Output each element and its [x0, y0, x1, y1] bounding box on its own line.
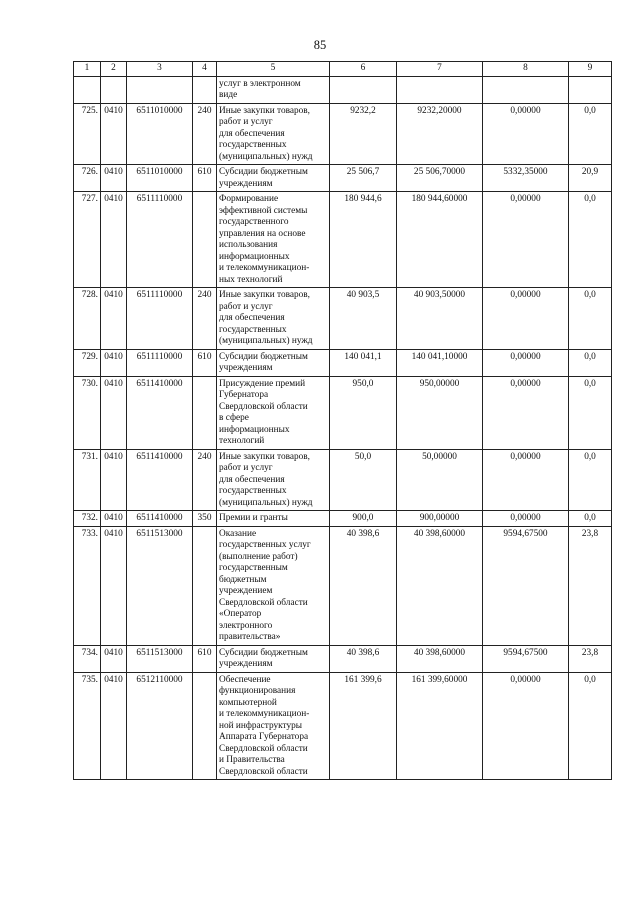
- target-code-cell: 6511010000: [127, 103, 193, 165]
- executed-amount-cell: 0,00000: [483, 449, 569, 511]
- target-code-cell: 6512110000: [127, 672, 193, 780]
- section-code-cell: 0410: [101, 449, 127, 511]
- percent-cell: 23,8: [569, 645, 612, 672]
- budget-table: [73, 61, 612, 780]
- percent-cell: [569, 76, 612, 103]
- section-code-cell: 0410: [101, 376, 127, 449]
- adjusted-amount-cell: 140 041,10000: [397, 349, 483, 376]
- section-code-cell: 0410: [101, 192, 127, 288]
- description-cell: Иные закупки товаров, работ и услуг для обеспечения государственных (муниципальных) нужд: [217, 449, 330, 511]
- page-number: 85: [313, 38, 327, 52]
- section-code-cell: 0410: [101, 511, 127, 527]
- column-header: 4: [193, 62, 217, 77]
- approved-amount-cell: [330, 76, 397, 103]
- description-cell: Обеспечение функционирования компьютерной и телекоммуникацион- ной инфраструктуры Аппарата Губернатора Свердловской области и Правительства Свердловской области: [217, 672, 330, 780]
- target-code-cell: 6511410000: [127, 511, 193, 527]
- table-row: [74, 192, 612, 288]
- approved-amount-cell: 9232,2: [330, 103, 397, 165]
- row-number-cell: 734.: [74, 645, 101, 672]
- approved-amount-cell: 50,0: [330, 449, 397, 511]
- percent-cell: 0,0: [569, 103, 612, 165]
- adjusted-amount-cell: [397, 76, 483, 103]
- expense-type-cell: [193, 672, 217, 780]
- approved-amount-cell: 161 399,6: [330, 672, 397, 780]
- row-number-cell: 730.: [74, 376, 101, 449]
- description-cell: Субсидии бюджетным учреждениям: [217, 165, 330, 192]
- section-code-cell: 0410: [101, 103, 127, 165]
- expense-type-cell: [193, 192, 217, 288]
- approved-amount-cell: 180 944,6: [330, 192, 397, 288]
- percent-cell: 0,0: [569, 672, 612, 780]
- expense-type-cell: [193, 526, 217, 645]
- approved-amount-cell: 40 398,6: [330, 645, 397, 672]
- expense-type-cell: 610: [193, 645, 217, 672]
- row-number-cell: 733.: [74, 526, 101, 645]
- adjusted-amount-cell: 40 903,50000: [397, 288, 483, 350]
- table-row: [74, 165, 612, 192]
- table-row: [74, 526, 612, 645]
- expense-type-cell: 240: [193, 103, 217, 165]
- section-code-cell: 0410: [101, 288, 127, 350]
- description-cell: Иные закупки товаров, работ и услуг для обеспечения государственных (муниципальных) нужд: [217, 288, 330, 350]
- adjusted-amount-cell: 50,00000: [397, 449, 483, 511]
- section-code-cell: 0410: [101, 165, 127, 192]
- column-header: 2: [101, 62, 127, 77]
- section-code-cell: 0410: [101, 526, 127, 645]
- expense-type-cell: 240: [193, 449, 217, 511]
- approved-amount-cell: 950,0: [330, 376, 397, 449]
- row-number-cell: 732.: [74, 511, 101, 527]
- row-number-cell: [74, 76, 101, 103]
- executed-amount-cell: 0,00000: [483, 349, 569, 376]
- section-code-cell: 0410: [101, 672, 127, 780]
- description-cell: Субсидии бюджетным учреждениям: [217, 349, 330, 376]
- table-row: [74, 376, 612, 449]
- column-header: 3: [127, 62, 193, 77]
- percent-cell: 20,9: [569, 165, 612, 192]
- table-row: [74, 103, 612, 165]
- approved-amount-cell: 25 506,7: [330, 165, 397, 192]
- row-number-cell: 727.: [74, 192, 101, 288]
- expense-type-cell: [193, 376, 217, 449]
- executed-amount-cell: 0,00000: [483, 376, 569, 449]
- section-code-cell: 0410: [101, 645, 127, 672]
- table-row: [74, 349, 612, 376]
- column-header: 8: [483, 62, 569, 77]
- target-code-cell: 6511410000: [127, 449, 193, 511]
- row-number-cell: 728.: [74, 288, 101, 350]
- table-row: [74, 288, 612, 350]
- target-code-cell: [127, 76, 193, 103]
- target-code-cell: 6511110000: [127, 349, 193, 376]
- approved-amount-cell: 900,0: [330, 511, 397, 527]
- percent-cell: 0,0: [569, 511, 612, 527]
- executed-amount-cell: 0,00000: [483, 103, 569, 165]
- target-code-cell: 6511513000: [127, 526, 193, 645]
- description-cell: Формирование эффективной системы государственного управления на основе использования информационных и телекоммуникацион- ных технологий: [217, 192, 330, 288]
- target-code-cell: 6511110000: [127, 288, 193, 350]
- header-row: [74, 62, 612, 77]
- expense-type-cell: 610: [193, 165, 217, 192]
- column-header: 6: [330, 62, 397, 77]
- executed-amount-cell: 0,00000: [483, 511, 569, 527]
- executed-amount-cell: 5332,35000: [483, 165, 569, 192]
- description-cell: Премии и гранты: [217, 511, 330, 527]
- description-cell: услуг в электронном виде: [217, 76, 330, 103]
- executed-amount-cell: 9594,67500: [483, 526, 569, 645]
- column-header: 1: [74, 62, 101, 77]
- expense-type-cell: 350: [193, 511, 217, 527]
- description-cell: Оказание государственных услуг (выполнение работ) государственным бюджетным учреждением Свердловской области «Оператор электронного правительства»: [217, 526, 330, 645]
- approved-amount-cell: 40 398,6: [330, 526, 397, 645]
- row-number-cell: 726.: [74, 165, 101, 192]
- row-number-cell: 725.: [74, 103, 101, 165]
- adjusted-amount-cell: 40 398,60000: [397, 645, 483, 672]
- executed-amount-cell: 0,00000: [483, 288, 569, 350]
- expense-type-cell: 610: [193, 349, 217, 376]
- percent-cell: 0,0: [569, 449, 612, 511]
- percent-cell: 0,0: [569, 376, 612, 449]
- column-header: 5: [217, 62, 330, 77]
- section-code-cell: [101, 76, 127, 103]
- adjusted-amount-cell: 9232,20000: [397, 103, 483, 165]
- table-row: [74, 511, 612, 527]
- executed-amount-cell: 0,00000: [483, 672, 569, 780]
- adjusted-amount-cell: 25 506,70000: [397, 165, 483, 192]
- table-row: [74, 449, 612, 511]
- target-code-cell: 6511513000: [127, 645, 193, 672]
- adjusted-amount-cell: 40 398,60000: [397, 526, 483, 645]
- adjusted-amount-cell: 161 399,60000: [397, 672, 483, 780]
- section-code-cell: 0410: [101, 349, 127, 376]
- description-cell: Иные закупки товаров, работ и услуг для обеспечения государственных (муниципальных) нужд: [217, 103, 330, 165]
- approved-amount-cell: 140 041,1: [330, 349, 397, 376]
- target-code-cell: 6511410000: [127, 376, 193, 449]
- adjusted-amount-cell: 180 944,60000: [397, 192, 483, 288]
- table-row: [74, 76, 612, 103]
- expense-type-cell: [193, 76, 217, 103]
- executed-amount-cell: 0,00000: [483, 192, 569, 288]
- percent-cell: 0,0: [569, 349, 612, 376]
- description-cell: Субсидии бюджетным учреждениям: [217, 645, 330, 672]
- target-code-cell: 6511110000: [127, 192, 193, 288]
- percent-cell: 0,0: [569, 288, 612, 350]
- executed-amount-cell: 9594,67500: [483, 645, 569, 672]
- percent-cell: 23,8: [569, 526, 612, 645]
- table-row: [74, 645, 612, 672]
- target-code-cell: 6511010000: [127, 165, 193, 192]
- percent-cell: 0,0: [569, 192, 612, 288]
- approved-amount-cell: 40 903,5: [330, 288, 397, 350]
- row-number-cell: 729.: [74, 349, 101, 376]
- expense-type-cell: 240: [193, 288, 217, 350]
- column-header: 9: [569, 62, 612, 77]
- table-body: [74, 76, 612, 780]
- adjusted-amount-cell: 950,00000: [397, 376, 483, 449]
- column-header: 7: [397, 62, 483, 77]
- adjusted-amount-cell: 900,00000: [397, 511, 483, 527]
- description-cell: Присуждение премий Губернатора Свердловской области в сфере информационных технологий: [217, 376, 330, 449]
- row-number-cell: 735.: [74, 672, 101, 780]
- executed-amount-cell: [483, 76, 569, 103]
- row-number-cell: 731.: [74, 449, 101, 511]
- table-row: [74, 672, 612, 780]
